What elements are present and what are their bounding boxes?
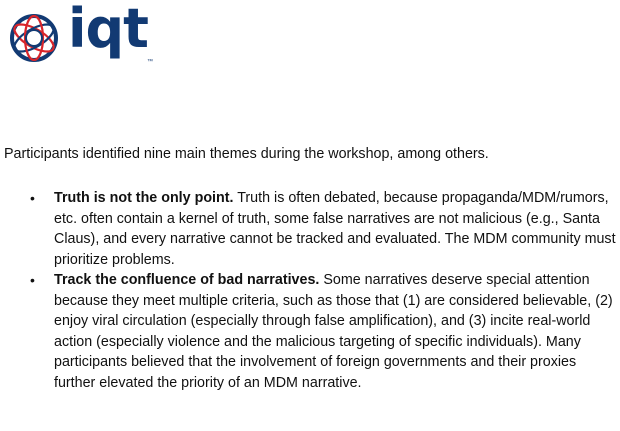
item-body: Some narratives deserve special attention because they meet multiple criteria, such as those that (1) are considered believable, (2) enjoy viral circulation (especially through false amplification), and (3) incite real-world action (especially violence and the malicious targeting of specific individuals). Many participants believed that the involvement of foreign governments and their proxies further elevated the priority of an MDM narrative.: [54, 272, 613, 391]
globe-logo-icon: [8, 12, 60, 64]
iqt-logo: [8, 0, 158, 68]
trademark-symbol: ™: [147, 59, 153, 65]
list-item: [0, 188, 620, 270]
bullet-icon: •: [30, 190, 35, 206]
intro-paragraph: Participants identified nine main themes during the workshop, among others.: [4, 146, 489, 162]
themes-list: [0, 188, 620, 393]
item-body: Truth is often debated, because propaganda/MDM/rumors, etc. often contain a kernel of truth, some false narratives are not malicious (e.g., Santa Claus), and every narrative cannot be tracked and evaluated. The MDM community must prioritize problems.: [54, 190, 616, 268]
bullet-icon: •: [30, 272, 35, 288]
item-title: Track the confluence of bad narratives.: [54, 272, 320, 288]
item-title: Truth is not the only point.: [54, 190, 234, 206]
list-item: [0, 270, 620, 393]
logo-wordmark: iqt: [68, 0, 148, 60]
